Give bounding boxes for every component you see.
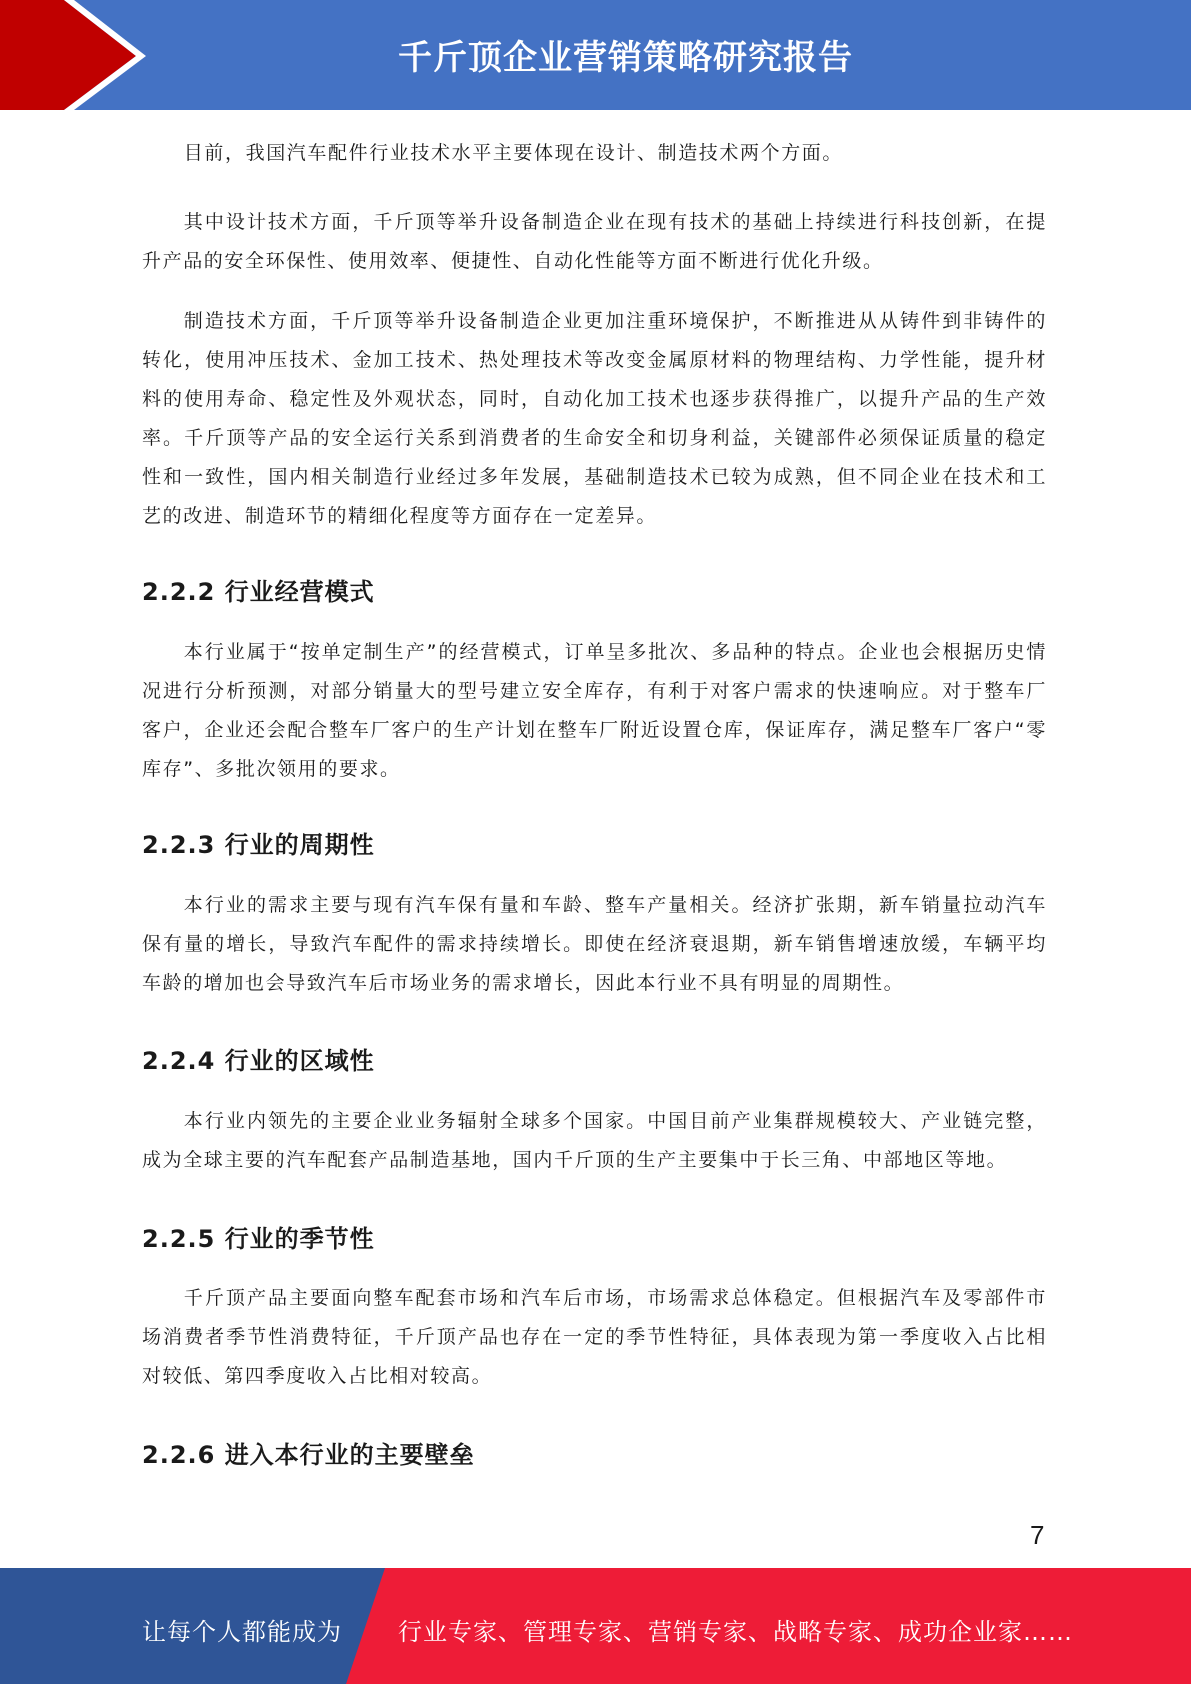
section-heading: 2.2.6 进入本行业的主要壁垒 bbox=[142, 1441, 475, 1469]
paragraph: 其中设计技术方面，千斤顶等举升设备制造企业在现有技术的基础上持续进行科技创新，在提升产品的安全环保性、使用效率、便捷性、自动化性能等方面不断进行优化升级。 bbox=[142, 211, 1047, 272]
paragraph: 本行业属于“按单定制生产”的经营模式，订单呈多批次、多品种的特点。企业也会根据历史情况进行分析预测，对部分销量大的型号建立安全库存，有利于对客户需求的快速响应。对于整车厂客户，企业还会配合整车厂客户的生产计划在整车厂附近设置仓库，保证库存，满足整车厂客户“零库存”、多批次领用的要求。 bbox=[142, 641, 1047, 780]
paragraph: 目前，我国汽车配件行业技术水平主要体现在设计、制造技术两个方面。 bbox=[183, 142, 843, 164]
page-header bbox=[0, 0, 1191, 110]
section-heading: 2.2.4 行业的区域性 bbox=[142, 1047, 375, 1075]
footer-slogan-left: 让每个人都能成为 bbox=[142, 1618, 342, 1646]
paragraph: 本行业的需求主要与现有汽车保有量和车龄、整车产量相关。经济扩张期，新车销量拉动汽车保有量的增长，导致汽车配件的需求持续增长。即使在经济衰退期，新车销售增速放缓，车辆平均车龄的增加也会导致汽车后市场业务的需求增长，因此本行业不具有明显的周期性。 bbox=[142, 894, 1047, 994]
paragraph: 本行业内领先的主要企业业务辐射全球多个国家。中国目前产业集群规模较大、产业链完整，成为全球主要的汽车配套产品制造基地，国内千斤顶的生产主要集中于长三角、中部地区等地。 bbox=[142, 1110, 1047, 1171]
section-heading: 2.2.2 行业经营模式 bbox=[142, 578, 375, 606]
section-heading: 2.2.3 行业的周期性 bbox=[142, 831, 375, 859]
paragraph: 制造技术方面，千斤顶等举升设备制造企业更加注重环境保护，不断推进从从铸件到非铸件的转化，使用冲压技术、金加工技术、热处理技术等改变金属原材料的物理结构、力学性能，提升材料的使用寿命、稳定性及外观状态，同时，自动化加工技术也逐步获得推广，以提升产品的生产效率。千斤顶等产品的安全运行关系到消费者的生命安全和切身利益，关键部件必须保证质量的稳定性和一致性，国内相关制造行业经过多年发展，基础制造技术已较为成熟，但不同企业在技术和工艺的改进、制造环节的精细化程度等方面存在一定差异。 bbox=[142, 310, 1047, 527]
footer-slogan-right: 行业专家、管理专家、营销专家、战略专家、成功企业家…… bbox=[398, 1618, 1073, 1646]
page-number: 7 bbox=[1030, 1520, 1045, 1550]
section-heading: 2.2.5 行业的季节性 bbox=[142, 1225, 375, 1253]
paragraph: 千斤顶产品主要面向整车配套市场和汽车后市场，市场需求总体稳定。但根据汽车及零部件市场消费者季节性消费特征，千斤顶产品也存在一定的季节性特征，具体表现为第一季度收入占比相对较低、第四季度收入占比相对较高。 bbox=[142, 1287, 1047, 1387]
report-title: 千斤顶企业营销策略研究报告 bbox=[398, 38, 853, 78]
